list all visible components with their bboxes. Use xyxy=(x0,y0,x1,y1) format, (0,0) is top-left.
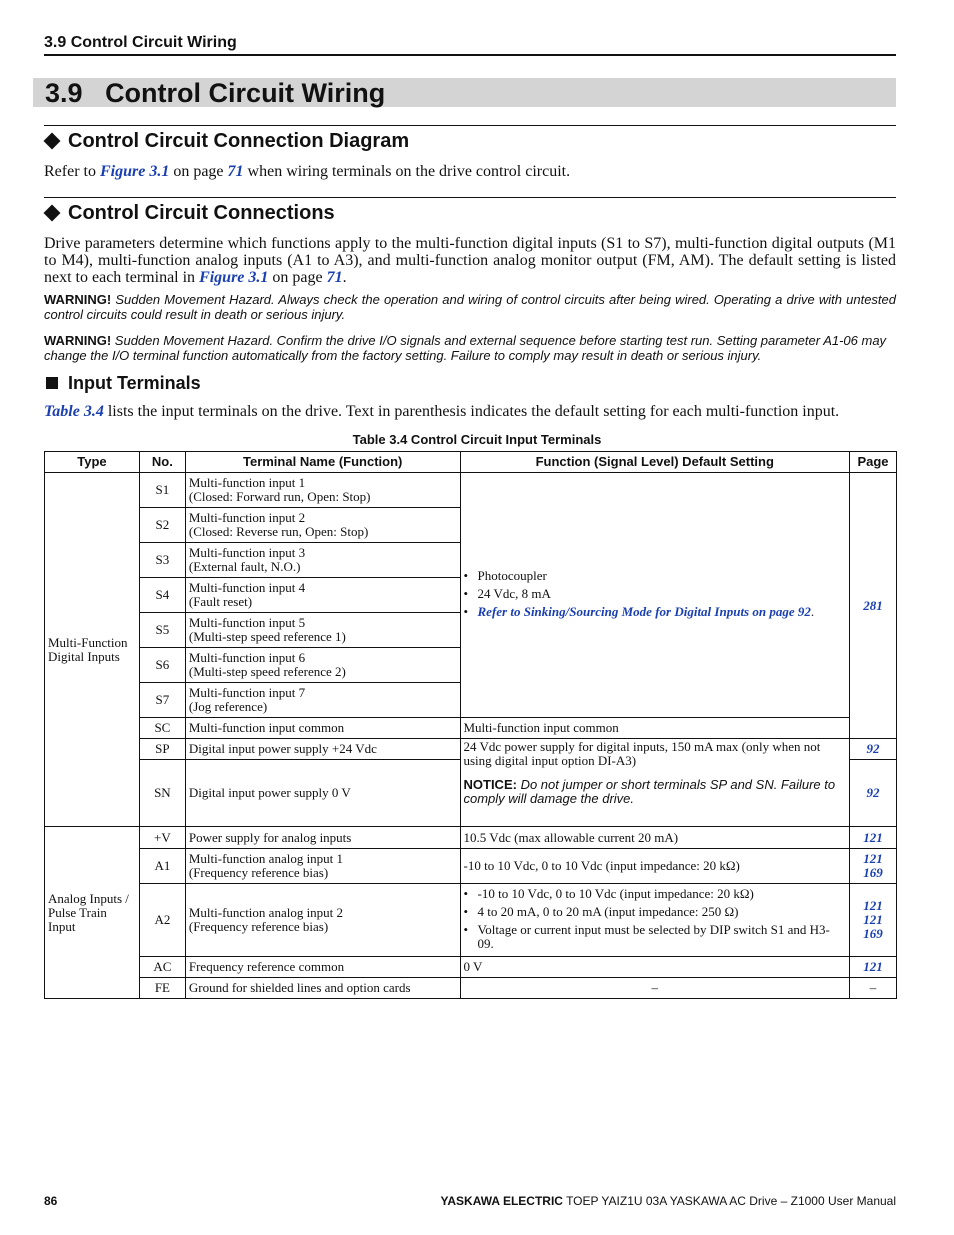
list-item: • Voltage or current input must be selected by DIP switch S1 and H3-09. xyxy=(464,923,846,951)
input-terminals-heading-text: Input Terminals xyxy=(68,373,201,393)
page-link[interactable]: 92 xyxy=(866,741,880,756)
page-link[interactable]: 71 xyxy=(227,163,244,180)
page-link[interactable]: 121 xyxy=(863,829,883,845)
terminal-name: Frequency reference common xyxy=(185,957,460,978)
function-cell: 24 Vdc power supply for digital inputs, 150 mA max (only when not using digital input option DI-A3) NOTICE: Do not jumper or short terminals SP and SN. Failure to comply will damage the drive. xyxy=(460,739,849,827)
terminal-no: A1 xyxy=(139,849,185,884)
footer-brand: YASKAWA ELECTRIC xyxy=(440,1194,563,1208)
list-item: • 4 to 20 mA, 0 to 20 mA (input impedance: 250 Ω) xyxy=(464,905,846,919)
page-link[interactable]: 92 xyxy=(866,785,880,800)
table-row xyxy=(45,849,897,884)
section-title-text: Control Circuit Wiring xyxy=(105,78,386,108)
table-link[interactable]: Table 3.4 xyxy=(44,403,104,420)
warning-label: WARNING! xyxy=(44,333,112,348)
page-cell xyxy=(849,957,896,978)
type-cell: Multi-Function Digital Inputs xyxy=(45,473,140,827)
column-header: Page xyxy=(849,452,896,473)
section-title xyxy=(45,78,385,108)
terminal-no: SC xyxy=(139,718,185,739)
terminal-name: Multi-function input 4 (Fault reset) xyxy=(185,578,460,613)
section-number: 3.9 xyxy=(45,78,83,108)
terminal-no: +V xyxy=(139,827,185,849)
function-cell: – xyxy=(460,978,849,999)
warning-text: Sudden Movement Hazard. Confirm the drive I/O signals and external sequence before starting test run. Setting parameter A1-06 may change the I/O terminal function automatically from the factory setting. Failure to comply may result in death or serious injury. xyxy=(44,333,887,363)
page-cell: – xyxy=(849,978,896,999)
input-terminals-table xyxy=(44,451,897,999)
function-cell: -10 to 10 Vdc, 0 to 10 Vdc (input impedance: 20 kΩ) xyxy=(460,849,849,884)
page-link[interactable]: 121 xyxy=(863,959,883,974)
page-link[interactable]: 281 xyxy=(863,597,883,613)
terminal-name: Power supply for analog inputs xyxy=(185,827,460,849)
list-item: • Photocoupler xyxy=(464,569,846,583)
warning-label: WARNING! xyxy=(44,292,112,307)
terminal-name: Ground for shielded lines and option cards xyxy=(185,978,460,999)
connections-paragraph: Drive parameters determine which functions apply to the multi-function digital inputs (S1 to S7), multi-function digital outputs (M1 to M4), multi-function analog inputs (A1 to A3), and multi-function analog monitor output (FM, AM). The default setting is listed next to each terminal in Figure 3.1 on page 71. xyxy=(44,235,896,286)
page-link[interactable]: 121 xyxy=(863,851,883,866)
terminal-no: S5 xyxy=(139,613,185,648)
table-row xyxy=(45,827,897,849)
terminal-no: AC xyxy=(139,957,185,978)
diagram-heading-text: Control Circuit Connection Diagram xyxy=(68,130,410,152)
terminal-name: Multi-function input 1 (Closed: Forward run, Open: Stop) xyxy=(185,473,460,508)
terminal-no: SP xyxy=(139,739,185,760)
header-rule xyxy=(44,54,896,56)
list-item: • 24 Vdc, 8 mA xyxy=(464,587,846,601)
column-header: Terminal Name (Function) xyxy=(185,452,460,473)
terminal-no: S4 xyxy=(139,578,185,613)
square-bullet-icon xyxy=(46,377,58,389)
terminal-no: S2 xyxy=(139,508,185,543)
page-cell xyxy=(849,849,896,884)
terminal-name: Digital input power supply 0 V xyxy=(185,760,460,827)
page-link[interactable]: 121 xyxy=(863,912,883,927)
list-item: • -10 to 10 Vdc, 0 to 10 Vdc (input impedance: 20 kΩ) xyxy=(464,887,846,901)
table-row xyxy=(45,739,897,760)
notice: NOTICE: Do not jumper or short terminals SP and SN. Failure to comply will damage the drive. xyxy=(463,777,836,806)
terminal-no: S7 xyxy=(139,683,185,718)
input-terminals-paragraph: Table 3.4 lists the input terminals on the drive. Text in parenthesis indicates the default setting for each multi-function input. xyxy=(44,403,840,420)
terminal-name: Multi-function input common xyxy=(185,718,460,739)
warning-1 xyxy=(44,293,896,322)
table-row xyxy=(45,957,897,978)
terminal-no: SN xyxy=(139,760,185,827)
figure-link[interactable]: Figure 3.1 xyxy=(199,269,269,286)
input-terminals-heading xyxy=(44,373,201,394)
diagram-heading xyxy=(44,130,409,153)
footer-publication: YASKAWA ELECTRIC TOEP YAIZ1U 03A YASKAWA AC Drive – Z1000 User Manual xyxy=(440,1194,896,1208)
table-row xyxy=(45,884,897,957)
page-cell xyxy=(849,884,896,957)
terminal-no: S6 xyxy=(139,648,185,683)
table-row xyxy=(45,978,897,999)
terminal-name: Digital input power supply +24 Vdc xyxy=(185,739,460,760)
page-link[interactable]: 71 xyxy=(326,269,343,286)
function-cell: 10.5 Vdc (max allowable current 20 mA) xyxy=(460,827,849,849)
column-header: No. xyxy=(139,452,185,473)
terminal-name: Multi-function input 2 (Closed: Reverse run, Open: Stop) xyxy=(185,508,460,543)
terminal-no: S1 xyxy=(139,473,185,508)
function-cell: Multi-function input common xyxy=(460,718,849,739)
list-item: • Refer to Sinking/Sourcing Mode for Digital Inputs on page 92. xyxy=(464,605,846,619)
function-cell: 0 V xyxy=(460,957,849,978)
diamond-bullet-icon xyxy=(44,204,61,221)
warning-2 xyxy=(44,334,896,363)
terminal-name: Multi-function input 3 (External fault, N.O.) xyxy=(185,543,460,578)
terminal-no: S3 xyxy=(139,543,185,578)
table-header-row xyxy=(45,452,897,473)
terminal-name: Multi-function input 6 (Multi-step speed reference 2) xyxy=(185,648,460,683)
page-cell xyxy=(849,739,896,760)
connections-heading xyxy=(44,202,335,225)
page-cell xyxy=(849,473,896,739)
function-cell xyxy=(460,473,849,718)
terminal-name: Multi-function input 7 (Jog reference) xyxy=(185,683,460,718)
diagram-paragraph: Refer to Figure 3.1 on page 71 when wiring terminals on the drive control circuit. xyxy=(44,163,571,180)
terminal-name: Multi-function analog input 2 (Frequency reference bias) xyxy=(185,884,460,957)
diamond-bullet-icon xyxy=(44,132,61,149)
page-number: 86 xyxy=(44,1194,58,1208)
table-row xyxy=(45,718,897,739)
connections-heading-text: Control Circuit Connections xyxy=(68,202,335,224)
column-header: Function (Signal Level) Default Setting xyxy=(460,452,849,473)
table-caption: Table 3.4 Control Circuit Input Terminals xyxy=(352,432,602,447)
type-cell: Analog Inputs / Pulse Train Input xyxy=(45,827,140,999)
table-row xyxy=(45,473,897,508)
running-header: 3.9 Control Circuit Wiring xyxy=(44,34,237,51)
function-cell xyxy=(460,884,849,957)
warning-text: Sudden Movement Hazard. Always check the operation and wiring of control circuits after being wired. Operating a drive with untested control circuits could result in death or serious injury. xyxy=(44,292,896,322)
terminal-no: A2 xyxy=(139,884,185,957)
terminal-no: FE xyxy=(139,978,185,999)
column-header: Type xyxy=(45,452,140,473)
terminal-name: Multi-function analog input 1 (Frequency reference bias) xyxy=(185,849,460,884)
figure-link[interactable]: Figure 3.1 xyxy=(99,163,170,180)
page-link[interactable]: 169 xyxy=(863,926,883,941)
section-title-bar xyxy=(33,78,896,107)
reference-link[interactable]: Refer to Sinking/Sourcing Mode for Digital Inputs on page 92 xyxy=(477,604,811,619)
terminal-name: Multi-function input 5 (Multi-step speed reference 1) xyxy=(185,613,460,648)
page-link[interactable]: 121 xyxy=(863,898,883,913)
divider xyxy=(44,197,896,198)
page-cell xyxy=(849,760,896,827)
page-link[interactable]: 169 xyxy=(863,865,883,880)
page-cell xyxy=(849,827,896,849)
divider xyxy=(44,125,896,126)
